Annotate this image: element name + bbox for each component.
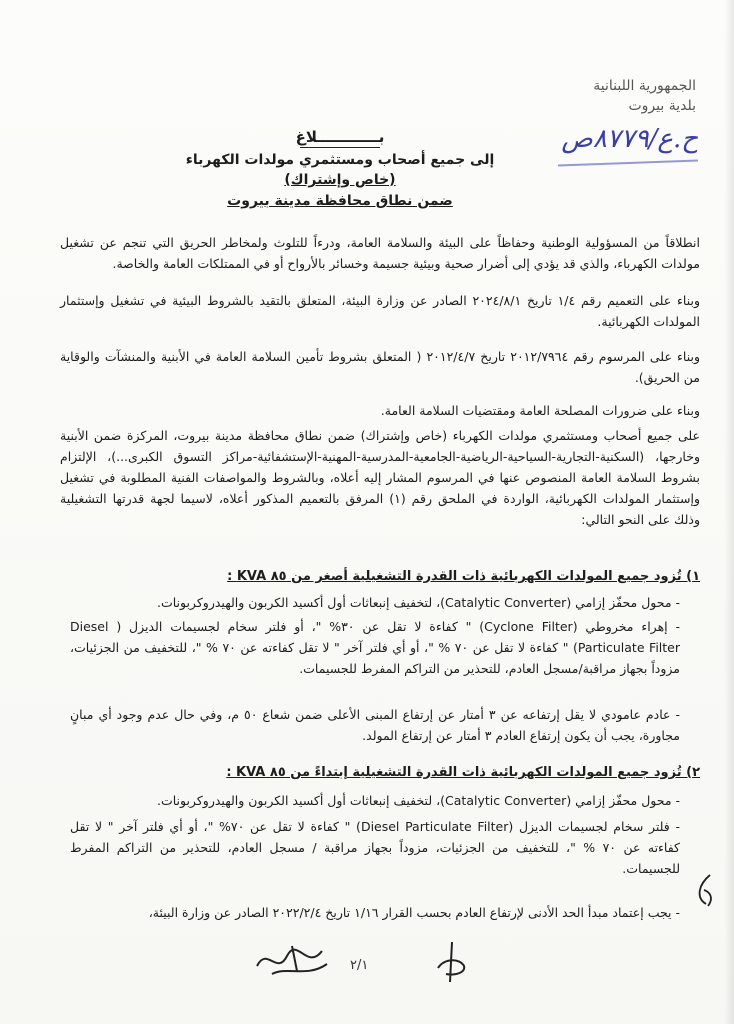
notice-title: بــــــــــــلاغ [295,128,385,146]
section-2-item-exhaust-height: - يجب إعتماد مبدأ الحد الأدنى لإرتفاع العادم بحسب القرار ١/١٦ تاريخ ٢٠٢٢/٢/٤ الصادر عن وزارة البيئة، [70,902,680,923]
section-2-heading: ٢) تُزود جميع المولدات الكهربائية ذات القدرة التشغيلية إبتداءً من ٨٥ KVA : [226,765,700,780]
section-1-item-filter: - إهراء مخروطي (Cyclone Filter) " كفاءة لا تقل عن ٣٠% "، أو فلتر سخام لجسيمات الديزل ( Diesel Particulate Filter) " كفاءة لا تقل عن ٧٠ % "، أو أي فلتر آخر " لا تقل كفاءته عن ٧٠ % "، للتخفيف من الجزئيات، مزوداً بجهاز مراقبة/مسجل العادم، للتحذير من التراكم المفرط للجسيمات. [70,616,680,679]
notice-scope: ضمن نطاق محافظة مدينة بيروت [227,193,453,209]
reference-underline [558,160,698,167]
notice-addressee: إلى جميع أصحاب ومستثمري مولدات الكهرباء [185,152,495,168]
paragraph-decree: وبناء على المرسوم رقم ٢٠١٢/٧٩٦٤ تاريخ ٢٠١٢/٤/٧ ( المتعلق بشروط تأمين السلامة العامة في الأبنية والمنشآت والوقاية من الحريق). [60,349,700,385]
municipality-label: بلدية بيروت [628,98,696,114]
page-number: ٢/١ [350,958,369,973]
section-1-item-exhaust: - عادم عامودي لا يقل إرتفاعه عن ٣ أمتار عن إرتفاع المبنى الأعلى ضمن شعاع ٥٠ م، وفي حال عدم وجود أي مبانٍ مجاورة، يجب أن يكون إرتفاع العادم ٣ أمتار عن إرتفاع المولد. [70,704,680,746]
notice-subtitle: (خاص وإشتراك) [284,172,396,188]
section-1-heading: ١) تُزود جميع المولدات الكهربائية ذات القدرة التشغيلية أصغر من ٨٥ KVA : [227,569,700,584]
section-1-item-catalytic: - محول محفّز إزامي (Catalytic Converter)، لتخفيف إنبعاثات أول أكسيد الكربون والهيدروكربونات. [70,592,680,613]
page-edge-shadow [724,0,734,1024]
signature-left [252,936,332,986]
paragraph-obligation: على جميع أصحاب ومستثمري مولدات الكهرباء (خاص وإشتراك) ضمن نطاق محافظة مدينة بيروت، المركزة ضمن الأبنية وخارجها، (السكنية-التجارية-السياحية-الرياضية-الجامعية-المدرسية-المهنية-الإستشفائية-مراكز التسوق الكبرى...)، الإلتزام بشروط السلامة العامة المنصوص عنها في المرسوم المشار إليه أعلاه، وبالشروط والمواصفات الفنية المطلوبة في تشغيل وإستثمار المولدات الكهربائية، الواردة في الملحق رقم (١) المرفق بالتعميم المذكور أعلاه، لاسيما لجهة قدرتها التشغيلية وذلك على النحو التالي: [60,428,700,527]
section-2-item-filter: - فلتر سخام لجسيمات الديزل (Diesel Particulate Filter) " كفاءة لا تقل عن ٧٠% "، أو أي فلتر آخر " لا تقل كفاءته عن ٧٠ % "، للتخفيف من الجزئيات، مزوداً بجهاز مراقبة / مسجل العادم، للتحذير من التراكم المفرط للجسيمات. [70,816,680,879]
paragraph-circular: وبناء على التعميم رقم ١/٤ تاريخ ٢٠٢٤/٨/١ الصادر عن وزارة البيئة، المتعلق بالتقيد بالشروط البيئية في تشغيل وإستثمار المولدات الكهربائية. [60,293,701,329]
signature-right [432,940,472,985]
margin-mark [690,870,720,910]
title-underline [300,147,380,148]
paragraph-public-interest: وبناء على ضرورات المصلحة العامة ومقتضيات السلامة العامة. [380,403,700,418]
republic-label: الجمهورية اللبنانية [593,78,696,94]
handwritten-reference-number: ح.ع/۸۷۷۹ص [561,124,698,154]
paragraph-intro: انطلاقاً من المسؤولية الوطنية وحفاظاً على البيئة والسلامة العامة، ودرءاً للتلوث ولمخاطر الحريق التي تنجم عن تشغيل مولدات الكهرباء، والذي قد يؤدي إلى أضرار صحية وبيئية جسيمة وخسائر بالأرواح أو في الممتلكات العامة والخاصة. [60,235,700,271]
section-2-item-catalytic: - محول محفّز إزامي (Catalytic Converter)، لتخفيف إنبعاثات أول أكسيد الكربون والهيدروكربونات. [70,790,680,811]
